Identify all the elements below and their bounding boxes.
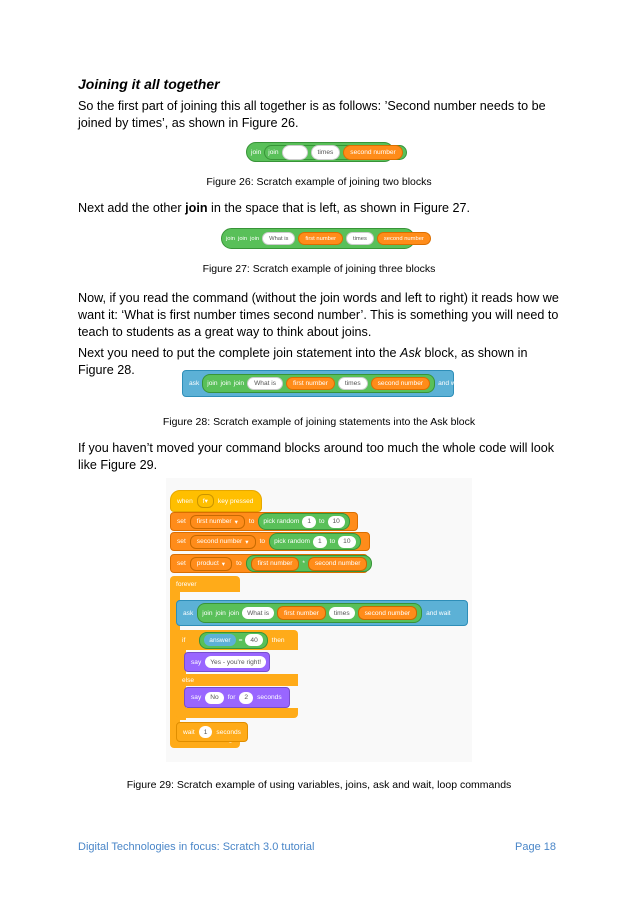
join-label: join [250, 235, 260, 242]
what-is-text: What is [247, 377, 283, 390]
variable-dropdown [190, 557, 232, 571]
seconds-label: seconds [216, 728, 241, 736]
join-label: join [207, 380, 218, 387]
pick-random-label: pick random [263, 518, 300, 525]
pick-random-block [269, 533, 360, 550]
what-is-text: What is [242, 607, 274, 619]
to-label: to [329, 538, 336, 545]
figure-27-blocks [221, 228, 424, 249]
when-key-pressed-block [170, 490, 262, 512]
set-product-block [170, 554, 368, 573]
variable-dropdown [190, 535, 256, 549]
paragraph-5: If you haven’t moved your command blocks around too much the whole code will look like Figure 29. [78, 441, 555, 472]
then-label: then [271, 636, 285, 644]
paragraph-2-text-end: in the space that is left, as shown in Figure 27. [207, 201, 471, 215]
second-number-reporter: second number [358, 606, 417, 620]
paragraph-3: Now, if you read the command (without the join words and left to right) it reads how we want it: ‘What is first number times second number’. This is something you will need to teach to students as a great way to think about joins. [78, 291, 559, 339]
first-number-reporter: first number [298, 232, 343, 245]
ask-label: ask [183, 609, 194, 617]
equals-block [199, 632, 267, 649]
pick-random-label: pick random [274, 538, 310, 545]
ask-label: ask [189, 380, 200, 387]
join-label: join [220, 380, 231, 387]
page-number: Page 18 [515, 841, 556, 853]
wait-value: 1 [199, 726, 213, 738]
variable-name: product [196, 560, 219, 567]
say-block [184, 652, 270, 672]
to-label: to [236, 560, 242, 567]
paragraph-4-text-end: block, as shown in Figure 28. [78, 346, 528, 377]
say-label: say [191, 658, 202, 666]
multiply-block [246, 555, 373, 572]
join-label: join [238, 235, 248, 242]
paragraph-2-text: Next add the other [78, 201, 186, 215]
seconds-value: 2 [239, 692, 253, 704]
min-value: 1 [302, 516, 316, 528]
first-number-reporter: first number [251, 557, 300, 571]
set-label: set [177, 518, 186, 525]
what-is-text: What is [262, 232, 295, 245]
else-bar [176, 674, 298, 686]
variable-dropdown [190, 515, 245, 529]
join-label: join [228, 609, 240, 617]
to-label: to [259, 538, 266, 545]
join-label: join [215, 609, 226, 617]
set-first-number-block [170, 512, 358, 531]
first-number-reporter: first number [286, 377, 335, 390]
if-block-top [176, 630, 298, 650]
figure-27-caption: Figure 27: Scratch example of joining three blocks [202, 263, 436, 275]
wait-block [176, 722, 248, 742]
to-label: to [319, 518, 325, 525]
key-value: f [202, 497, 205, 505]
for-label: for [227, 694, 236, 701]
seconds-label: seconds [257, 694, 282, 701]
forever-block-top [170, 576, 240, 592]
figure-26-caption: Figure 26: Scratch example of joining two blocks [206, 176, 432, 188]
times-text: times [329, 607, 355, 619]
compare-value: 40 [245, 634, 262, 646]
key-pressed-label: key pressed [217, 497, 254, 505]
section-heading: Joining it all together [78, 76, 220, 92]
min-value: 1 [313, 536, 327, 548]
say-label: say [191, 694, 202, 701]
max-value: 10 [328, 516, 345, 528]
join-label: join [226, 235, 236, 242]
if-label: if [182, 636, 186, 644]
equals-operator: = [238, 636, 243, 644]
figure-26-blocks [246, 142, 394, 162]
set-label: set [177, 538, 186, 545]
ask-block [176, 600, 468, 626]
chevron-down-icon: ▾ [204, 498, 208, 505]
join-bold-word: join [185, 201, 208, 215]
max-value: 10 [338, 536, 355, 548]
figure-29-code-canvas [166, 478, 472, 762]
else-label: else [182, 676, 195, 684]
paragraph-4-text: Next you need to put the complete join statement into the [78, 346, 401, 360]
and-wait-label: and wait [426, 609, 451, 617]
forever-label: forever [176, 580, 197, 588]
join-chain [202, 374, 435, 393]
join-label: join [202, 609, 213, 617]
multiply-operator: * [302, 560, 305, 567]
times-text: times [346, 232, 374, 245]
variable-name: second number [196, 538, 243, 545]
join-label: join [233, 380, 245, 387]
wait-label: wait [183, 728, 195, 736]
say-message: No [205, 692, 223, 704]
second-number-reporter: second number [308, 557, 367, 571]
second-number-reporter: second number [377, 232, 431, 245]
paragraph-1: So the first part of joining this all together is as follows: ’Second number needs to be joined by times’, as shown in Figure 26. [78, 99, 546, 130]
times-text: times [311, 145, 341, 160]
key-dropdown [197, 494, 214, 508]
set-second-number-block [170, 532, 370, 551]
figure-29-caption: Figure 29: Scratch example of using variables, joins, ask and wait, loop commands [126, 779, 512, 791]
join-chain [197, 603, 422, 623]
second-number-reporter: second number [371, 377, 430, 390]
if-block-bottom [176, 708, 298, 718]
paragraph-2 [78, 200, 560, 217]
to-label: to [248, 518, 255, 525]
first-number-reporter: first number [277, 606, 326, 620]
figure-28-caption: Figure 28: Scratch example of joining statements into the Ask block [162, 416, 476, 428]
chevron-down-icon: ▾ [221, 560, 226, 568]
chevron-down-icon: ▾ [234, 518, 238, 526]
times-text: times [338, 377, 368, 390]
empty-slot [282, 145, 308, 160]
set-label: set [177, 560, 186, 567]
when-label: when [177, 497, 193, 505]
figure-28-ask-block [182, 370, 463, 397]
answer-reporter: answer [204, 634, 235, 646]
ask-italic-word: Ask [400, 346, 422, 360]
and-wait-label: and wait [438, 380, 463, 387]
inner-join-block [264, 145, 406, 160]
second-number-reporter: second number [343, 145, 402, 160]
join-label: join [251, 148, 262, 156]
join-label: join [268, 148, 279, 156]
footer-title: Digital Technologies in focus: Scratch 3.0 tutorial [78, 841, 315, 853]
pick-random-block [258, 513, 349, 530]
say-for-seconds-block [184, 687, 290, 708]
say-message: Yes - you're right! [205, 656, 266, 668]
variable-name: first number [196, 518, 232, 525]
chevron-down-icon: ▾ [245, 538, 249, 546]
